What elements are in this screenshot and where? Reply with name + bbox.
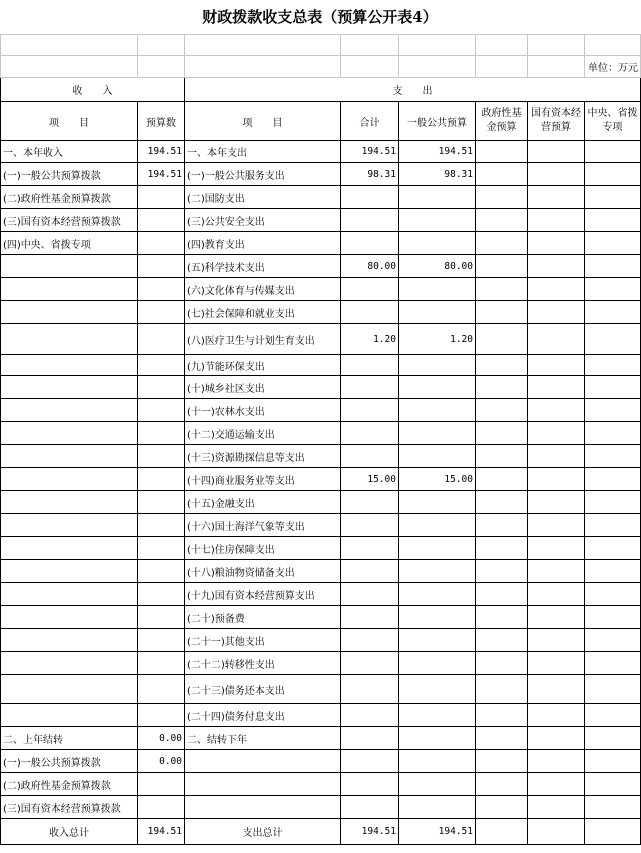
expense-item: (二十)预备费 [185,606,341,629]
income-item: (二)政府性基金预算拨款 [1,773,138,796]
income-item [1,652,138,675]
general-budget-amount [399,355,476,376]
gov-fund-amount [476,629,528,652]
table-row [1,186,641,209]
state-capital-amount [528,704,585,727]
state-capital-amount [528,514,585,537]
general-budget-amount [399,514,476,537]
gov-fund-amount [476,186,528,209]
central-prov-amount [585,163,641,186]
gov-fund-amount [476,750,528,773]
central-prov-amount [585,491,641,514]
table-row [1,560,641,583]
general-budget-amount [399,399,476,422]
table-row [1,301,641,324]
income-item: (一)一般公共预算拨款 [1,163,138,186]
table-row [1,750,641,773]
state-capital-amount [528,376,585,399]
state-capital-amount [528,355,585,376]
gov-fund-amount [476,727,528,750]
gov-fund-amount [476,255,528,278]
income-amount [138,675,185,704]
state-capital-total [528,819,585,845]
state-capital-amount [528,537,585,560]
table-row [1,583,641,606]
general-budget-amount [399,491,476,514]
income-item [1,560,138,583]
state-capital-amount [528,301,585,324]
expense-item: (十九)国有资本经营预算支出 [185,583,341,606]
state-capital-amount [528,278,585,301]
central-prov-amount [585,675,641,704]
budget-table [0,34,641,845]
state-capital-amount [528,652,585,675]
expense-total [341,278,399,301]
expense-item: (十一)农林水支出 [185,399,341,422]
income-item [1,704,138,727]
general-budget-total: 194.51 [399,819,476,845]
income-amount [138,773,185,796]
income-item [1,301,138,324]
central-prov-amount [585,255,641,278]
expense-item [185,796,341,819]
central-prov-amount [585,141,641,163]
table-row [1,278,641,301]
table-row [1,141,641,163]
expense-item: (六)文化体育与传媒支出 [185,278,341,301]
income-item: (一)一般公共预算拨款 [1,750,138,773]
general-budget-amount [399,445,476,468]
gov-fund-total [476,819,528,845]
income-item [1,675,138,704]
general-budget-amount [399,750,476,773]
central-prov-amount [585,468,641,491]
income-amount [138,445,185,468]
income-amount [138,376,185,399]
expense-item: (十七)住房保障支出 [185,537,341,560]
expense-item [185,750,341,773]
expense-item-header: 项 目 [185,102,341,141]
expense-total [341,773,399,796]
table-row [1,209,641,232]
expense-total [341,537,399,560]
state-capital-amount [528,750,585,773]
central-prov-amount [585,750,641,773]
central-prov-amount [585,209,641,232]
income-item [1,422,138,445]
income-amount [138,209,185,232]
expense-item: (二十三)债务还本支出 [185,675,341,704]
general-budget-amount [399,606,476,629]
income-amount [138,324,185,355]
expense-item: (二十四)债务付息支出 [185,704,341,727]
expense-total [341,583,399,606]
central-prov-amount [585,560,641,583]
general-budget-amount [399,186,476,209]
income-header: 收 入 [1,78,185,102]
gov-fund-amount [476,445,528,468]
income-item: (三)国有资本经营预算拨款 [1,209,138,232]
central-prov-amount [585,186,641,209]
central-prov-amount [585,324,641,355]
income-item [1,255,138,278]
income-item [1,491,138,514]
table-row [1,422,641,445]
expense-item: (二十二)转移性支出 [185,652,341,675]
expense-total: 15.00 [341,468,399,491]
central-prov-amount [585,796,641,819]
gov-fund-amount [476,491,528,514]
general-budget-amount [399,675,476,704]
general-budget-header: 一般公共预算 [399,102,476,141]
income-amount [138,537,185,560]
expense-item: (十三)资源勘探信息等支出 [185,445,341,468]
central-prov-amount [585,727,641,750]
income-amount: 194.51 [138,163,185,186]
state-capital-amount [528,491,585,514]
state-capital-amount [528,629,585,652]
sheet-title: 财政拨款收支总表（预算公开表4） [202,8,438,26]
expense-total [341,750,399,773]
expense-total [341,652,399,675]
income-amount [138,704,185,727]
income-item [1,399,138,422]
unit-label: 单位：万元 [585,56,641,78]
state-capital-amount [528,209,585,232]
state-capital-amount [528,727,585,750]
expense-item: (十二)交通运输支出 [185,422,341,445]
income-amount [138,796,185,819]
table-row [1,491,641,514]
table-row [1,232,641,255]
expense-item: (九)节能环保支出 [185,355,341,376]
central-prov-amount [585,514,641,537]
state-capital-amount [528,675,585,704]
general-budget-amount [399,727,476,750]
gov-fund-amount [476,704,528,727]
gov-fund-amount [476,376,528,399]
gov-fund-amount [476,278,528,301]
expense-total: 1.20 [341,324,399,355]
expense-header: 支 出 [185,78,641,102]
expense-total [341,399,399,422]
expense-total [341,675,399,704]
central-prov-amount [585,301,641,324]
expense-total-amount: 194.51 [341,819,399,845]
general-budget-amount [399,232,476,255]
central-prov-amount [585,445,641,468]
general-budget-amount [399,629,476,652]
expense-item: (十)城乡社区支出 [185,376,341,399]
expense-total [341,704,399,727]
income-item [1,583,138,606]
table-row [1,468,641,491]
income-amount [138,629,185,652]
expense-item: (四)教育支出 [185,232,341,255]
expense-total: 194.51 [341,141,399,163]
gov-fund-amount [476,301,528,324]
expense-total: 98.31 [341,163,399,186]
central-prov-amount [585,629,641,652]
income-amount [138,399,185,422]
general-budget-amount [399,537,476,560]
general-budget-amount [399,560,476,583]
state-capital-amount [528,186,585,209]
table-row [1,399,641,422]
central-prov-amount [585,278,641,301]
state-capital-header: 国有资本经营预算 [528,102,585,141]
expense-item: (一)一般公共服务支出 [185,163,341,186]
income-amount: 0.00 [138,727,185,750]
state-capital-amount [528,399,585,422]
expense-total [341,445,399,468]
income-item-header: 项 目 [1,102,138,141]
expense-total-label: 支出总计 [185,819,341,845]
general-budget-amount [399,583,476,606]
central-prov-amount [585,399,641,422]
gov-fund-amount [476,422,528,445]
income-amount [138,560,185,583]
income-amount [138,301,185,324]
income-item [1,606,138,629]
state-capital-amount [528,560,585,583]
general-budget-amount: 98.31 [399,163,476,186]
table-row [1,255,641,278]
expense-item: (十六)国土海洋气象等支出 [185,514,341,537]
expense-total [341,491,399,514]
income-amount [138,255,185,278]
state-capital-amount [528,773,585,796]
expense-total [341,186,399,209]
income-item: (二)政府性基金预算拨款 [1,186,138,209]
table-row [1,606,641,629]
income-item [1,468,138,491]
income-item: (三)国有资本经营预算拨款 [1,796,138,819]
expense-total [341,232,399,255]
income-item [1,445,138,468]
income-item [1,514,138,537]
income-amount [138,278,185,301]
expense-total [341,209,399,232]
gov-fund-amount [476,773,528,796]
gov-fund-amount [476,141,528,163]
income-amount: 0.00 [138,750,185,773]
gov-fund-amount [476,355,528,376]
central-prov-amount [585,583,641,606]
unit-row [1,56,641,78]
expense-total [341,606,399,629]
state-capital-amount [528,163,585,186]
table-row [1,514,641,537]
general-budget-amount: 1.20 [399,324,476,355]
gov-fund-amount [476,606,528,629]
general-budget-amount [399,704,476,727]
totals-row [1,819,641,845]
income-amount [138,583,185,606]
state-capital-amount [528,445,585,468]
gov-fund-amount [476,796,528,819]
gov-fund-amount [476,560,528,583]
expense-total [341,514,399,537]
central-prov-total [585,819,641,845]
table-row [1,163,641,186]
gov-fund-amount [476,163,528,186]
table-row [1,629,641,652]
central-prov-amount [585,537,641,560]
gov-fund-amount [476,675,528,704]
gov-fund-amount [476,324,528,355]
central-prov-amount [585,652,641,675]
income-amount [138,606,185,629]
general-budget-amount: 80.00 [399,255,476,278]
table-row [1,652,641,675]
income-item [1,629,138,652]
general-budget-amount [399,773,476,796]
income-amount [138,355,185,376]
expense-item: (十八)粮油物资储备支出 [185,560,341,583]
gov-fund-amount [476,399,528,422]
table-row [1,704,641,727]
general-budget-amount [399,422,476,445]
state-capital-amount [528,324,585,355]
general-budget-amount [399,209,476,232]
general-budget-amount [399,796,476,819]
expense-item: (二十一)其他支出 [185,629,341,652]
table-row [1,537,641,560]
expense-item: 二、结转下年 [185,727,341,750]
income-item: (四)中央、省拨专项 [1,232,138,255]
central-prov-amount [585,422,641,445]
table-row [1,355,641,376]
state-capital-amount [528,468,585,491]
blank-row [1,35,641,56]
income-item: 一、本年收入 [1,141,138,163]
central-prov-amount [585,773,641,796]
expense-total [341,560,399,583]
table-row [1,727,641,750]
general-budget-amount [399,278,476,301]
general-budget-amount [399,652,476,675]
table-row [1,675,641,704]
state-capital-amount [528,255,585,278]
expense-item: (三)公共安全支出 [185,209,341,232]
income-total-amount: 194.51 [138,819,185,845]
income-amount [138,652,185,675]
expense-item [185,773,341,796]
general-budget-amount: 15.00 [399,468,476,491]
expense-total [341,376,399,399]
expense-item: (七)社会保障和就业支出 [185,301,341,324]
gov-fund-amount [476,514,528,537]
state-capital-amount [528,606,585,629]
gov-fund-amount [476,232,528,255]
expense-item: (八)医疗卫生与计划生育支出 [185,324,341,355]
income-item [1,376,138,399]
gov-fund-amount [476,583,528,606]
table-row [1,773,641,796]
expense-total [341,796,399,819]
central-prov-amount [585,704,641,727]
income-amount [138,468,185,491]
expense-item: (十五)金融支出 [185,491,341,514]
income-item [1,537,138,560]
table-row [1,796,641,819]
budget-amount-header: 预算数 [138,102,185,141]
table-row [1,445,641,468]
income-amount [138,491,185,514]
state-capital-amount [528,422,585,445]
gov-fund-header: 政府性基金预算 [476,102,528,141]
central-prov-amount [585,232,641,255]
central-prov-header: 中央、省拨专项 [585,102,641,141]
table-row [1,324,641,355]
table-row [1,376,641,399]
column-header-row [1,102,641,141]
state-capital-amount [528,232,585,255]
central-prov-amount [585,606,641,629]
income-item [1,355,138,376]
income-item [1,324,138,355]
expense-total [341,301,399,324]
income-item: 二、上年结转 [1,727,138,750]
expense-total [341,629,399,652]
central-prov-amount [585,376,641,399]
gov-fund-amount [476,209,528,232]
section-header-row [1,78,641,102]
expense-total [341,727,399,750]
expense-total [341,422,399,445]
income-amount [138,232,185,255]
state-capital-amount [528,583,585,606]
total-header: 合计 [341,102,399,141]
gov-fund-amount [476,468,528,491]
expense-total [341,355,399,376]
state-capital-amount [528,796,585,819]
income-total-label: 收入总计 [1,819,138,845]
income-item [1,278,138,301]
expense-item: (十四)商业服务业等支出 [185,468,341,491]
income-amount [138,514,185,537]
expense-total: 80.00 [341,255,399,278]
general-budget-amount [399,376,476,399]
general-budget-amount [399,301,476,324]
expense-item: (二)国防支出 [185,186,341,209]
gov-fund-amount [476,537,528,560]
state-capital-amount [528,141,585,163]
general-budget-amount: 194.51 [399,141,476,163]
gov-fund-amount [476,652,528,675]
expense-item: 一、本年支出 [185,141,341,163]
income-amount [138,422,185,445]
expense-item: (五)科学技术支出 [185,255,341,278]
central-prov-amount [585,355,641,376]
income-amount [138,186,185,209]
income-amount: 194.51 [138,141,185,163]
